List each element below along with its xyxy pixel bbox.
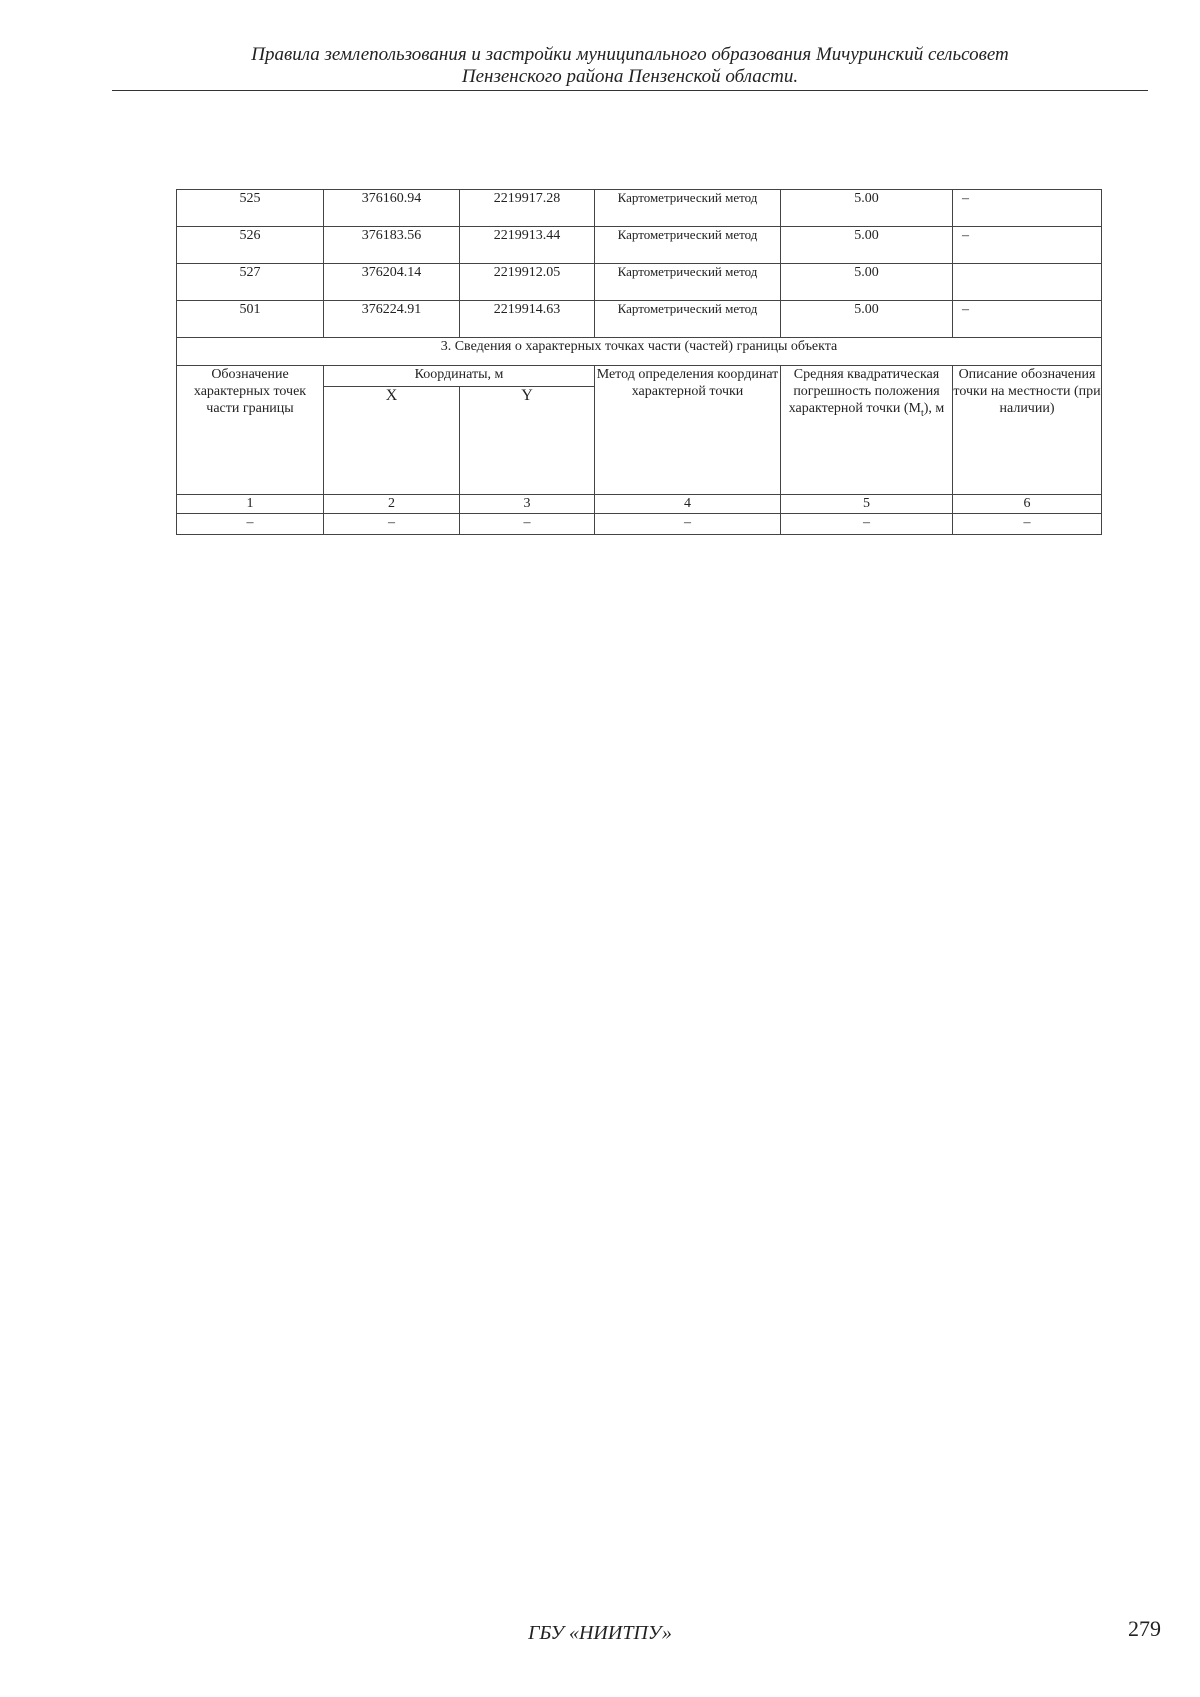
- col-number: 1: [177, 495, 324, 514]
- page-number: 279: [1128, 1616, 1161, 1641]
- header-rule: [112, 90, 1148, 91]
- col-number: 2: [324, 495, 460, 514]
- method-cell: Картометрический метод: [595, 301, 781, 338]
- col-header-coords: Координаты, м: [324, 366, 595, 387]
- error-cell: 5.00: [781, 264, 953, 301]
- method-cell: Картометрический метод: [595, 264, 781, 301]
- table-row: [177, 264, 1102, 301]
- empty-cell: –: [177, 514, 324, 535]
- y-cell: 2219917.28: [460, 190, 595, 227]
- point-cell: 526: [177, 227, 324, 264]
- point-cell: 525: [177, 190, 324, 227]
- error-cell: 5.00: [781, 227, 953, 264]
- desc-cell: –: [953, 190, 1102, 227]
- table-row: [177, 190, 1102, 227]
- page-header: [112, 44, 1148, 88]
- desc-cell: –: [953, 301, 1102, 338]
- footer-org: ГБУ «НИИТПУ»: [528, 1622, 672, 1644]
- y-cell: 2219914.63: [460, 301, 595, 338]
- error-cell: 5.00: [781, 190, 953, 227]
- col-number: 3: [460, 495, 595, 514]
- col-header-desc: Описание обозначения точки на местности (при наличии): [953, 366, 1102, 495]
- empty-cell: –: [953, 514, 1102, 535]
- col-number: 4: [595, 495, 781, 514]
- column-header-row: [177, 366, 1102, 387]
- col-header-y: Y: [460, 387, 595, 495]
- point-cell: 501: [177, 301, 324, 338]
- col-header-method: Метод определения координат характерной точки: [595, 366, 781, 495]
- x-cell: 376183.56: [324, 227, 460, 264]
- empty-cell: –: [595, 514, 781, 535]
- error-cell: 5.00: [781, 301, 953, 338]
- col-number: 5: [781, 495, 953, 514]
- empty-cell: –: [460, 514, 595, 535]
- points-table: [176, 189, 1102, 535]
- table-row: [177, 514, 1102, 535]
- header-line-1: Правила землепользования и застройки муниципального образования Мичуринский сельсовет: [251, 44, 1009, 65]
- col-header-error: Средняя квадратическая погрешность положения характерной точки $(M_t)$, м: [781, 366, 953, 495]
- table-row: [177, 227, 1102, 264]
- y-cell: 2219913.44: [460, 227, 595, 264]
- y-cell: 2219912.05: [460, 264, 595, 301]
- col-header-point: Обозначение характерных точек части границы: [177, 366, 324, 495]
- col-number: 6: [953, 495, 1102, 514]
- method-cell: Картометрический метод: [595, 190, 781, 227]
- empty-cell: –: [324, 514, 460, 535]
- header-line-2: Пензенского района Пензенской области.: [461, 66, 799, 87]
- method-cell: Картометрический метод: [595, 227, 781, 264]
- section-title: 3. Сведения о характерных точках части (частей) границы объекта: [177, 338, 1102, 366]
- column-numbers-row: [177, 495, 1102, 514]
- desc-cell: –: [953, 227, 1102, 264]
- desc-cell: [953, 264, 1102, 301]
- x-cell: 376204.14: [324, 264, 460, 301]
- section-title-row: [177, 338, 1102, 366]
- col-header-x: X: [324, 387, 460, 495]
- empty-cell: –: [781, 514, 953, 535]
- table-row: [177, 301, 1102, 338]
- point-cell: 527: [177, 264, 324, 301]
- x-cell: 376160.94: [324, 190, 460, 227]
- x-cell: 376224.91: [324, 301, 460, 338]
